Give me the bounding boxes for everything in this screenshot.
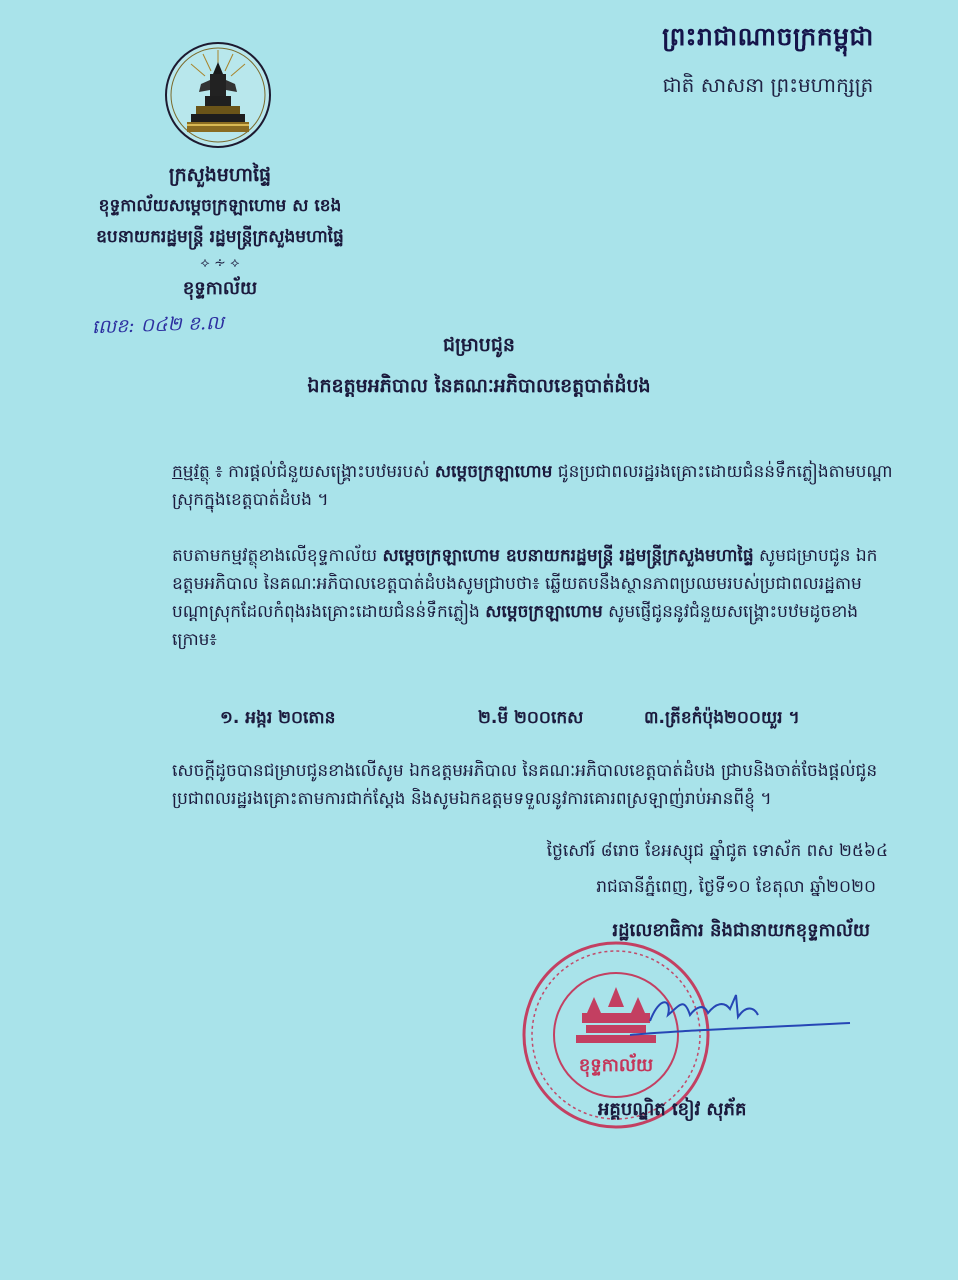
signer-title: រដ្ឋលេខាធិការ និងជានាយកខុទ្ទកាល័យ — [612, 920, 870, 941]
subject-paragraph — [172, 458, 898, 514]
kingdom-header — [638, 22, 898, 102]
closing-paragraph: សេចក្ដីដូចបានជម្រាបជូនខាងលើសូម ឯកឧត្តមអភិបាល នៃគណៈអភិបាលខេត្តបាត់ដំបង ជ្រាបនិងចាត់ចែងផ្ដល់ជូនប្រជាពលរដ្ឋរងគ្រោះតាមការជាក់ស្ដែង និងសូមឯកឧត្តមទទួលនូវការគោរពស្រឡាញ់រាប់អានពីខ្ញុំ ។ — [172, 761, 878, 809]
body-text-2: សូមជម្រាបជូន ឯកឧត្តមអភិបាល នៃគណៈអភិបាលខេត្តបាត់ដំបងសូមជ្រាបថា៖ ឆ្លើយតបនឹងស្ថានភាពប្រឈមរបស់ប្រជាពលរដ្ឋតាមបណ្ដាស្រុកដែលកំពុងរងគ្រោះដោយជំនន់ទឹកភ្លៀង — [172, 546, 878, 622]
salutation: ជម្រាបជូន — [443, 334, 515, 356]
aid-item-canned-fish: ៣.ត្រីខកំប៉ុង២០០យួរ ។ — [644, 708, 800, 728]
body-text-1: តបតាមកម្មវត្ថុខាងលើខុទ្ទកាល័យ — [172, 546, 383, 566]
body-bold-2: សម្ដេចក្រឡាហោម — [485, 602, 603, 622]
ornament-divider: ⟡ ∻ ⟡ — [200, 255, 240, 271]
subject-text-end: ជូនប្រជាពលរដ្ឋរងគ្រោះដោយជំនន់ទឹកភ្លៀងតាមបណ្ដាស្រុកក្នុងខេត្តបាត់ដំបង ។ — [172, 462, 893, 510]
signer-name: អគ្គបណ្ឌិត ខៀវ សុភ័គ — [598, 1099, 747, 1120]
cabinet-name: ខុទ្ទកាល័យសម្ដេចក្រឡាហោម ស ខេង — [98, 196, 342, 216]
subject-text: ការផ្ដល់ជំនួយសង្គ្រោះបឋមរបស់ — [228, 462, 435, 482]
reference-number: លេខ: ០៤២ ខ.ល — [91, 311, 225, 339]
subject-label: កម្មវត្ថុ — [172, 462, 210, 482]
aid-item-noodles: ២.មី ២០០កេស — [478, 708, 584, 728]
body-text-3: សូមផ្ញើជូននូវជំនួយសង្គ្រោះបឋមដូចខាងក្រោម៖ — [172, 602, 859, 650]
seal-label: ខុទ្ទកាល័យ — [578, 1055, 654, 1076]
subject-bold: សម្ដេចក្រឡាហោម — [434, 462, 553, 482]
kingdom-title: ព្រះរាជាណាចក្រកម្ពុជា — [662, 22, 874, 51]
minister-title: ឧបនាយករដ្ឋមន្ត្រី រដ្ឋមន្ត្រីក្រសួងមហាផ្ទៃ — [96, 227, 344, 247]
body-paragraph — [172, 542, 898, 654]
recipient: ឯកឧត្តមអភិបាល នៃគណៈអភិបាលខេត្តបាត់ដំបង — [307, 375, 651, 397]
national-motto: ជាតិ សាសនា ព្រះមហាក្សត្រ — [662, 73, 874, 97]
ministry-block — [40, 160, 400, 304]
aid-item-rice: ១. អង្ករ ២០តោន — [220, 708, 336, 728]
cabinet-label: ខុទ្ទកាល័យ — [182, 278, 258, 299]
subject-separator: ៖ — [209, 462, 229, 482]
signature-icon — [620, 985, 860, 1045]
body-bold-1: សម្ដេចក្រឡាហោម ឧបនាយករដ្ឋមន្ត្រី រដ្ឋមន្ត្រីក្រសួងមហាផ្ទៃ — [382, 546, 754, 566]
solar-date: រាជធានីភ្នំពេញ, ថ្ងៃទី១០ ខែតុលា ឆ្នាំ២០២០ — [596, 877, 876, 897]
ministry-name: ក្រសួងមហាផ្ទៃ — [168, 164, 272, 186]
ministry-emblem-icon — [163, 40, 273, 150]
lunar-date: ថ្ងៃសៅរ៍ ៨រោច ខែអស្សុជ ឆ្នាំជូត ទោស័ក ពស ២៥៦៤ — [546, 841, 888, 861]
